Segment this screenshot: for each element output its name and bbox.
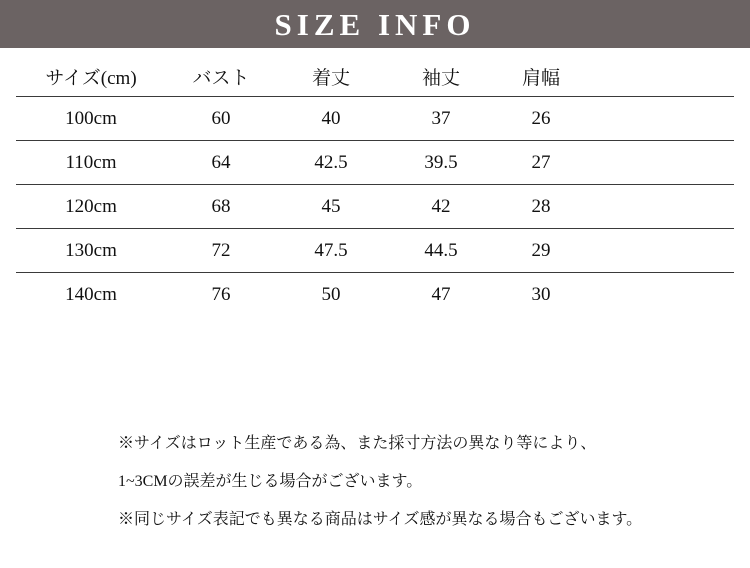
notes-section (0, 425, 750, 539)
column-header-sleeve: 袖丈 (386, 56, 496, 97)
cell-empty (586, 185, 734, 229)
cell-empty (586, 141, 734, 185)
cell-shoulder: 28 (531, 195, 551, 217)
cell-size: 120cm (65, 195, 117, 217)
table-row (16, 185, 734, 229)
cell-sleeve: 42 (431, 195, 451, 217)
column-header-length: 着丈 (276, 56, 386, 97)
column-header-size: サイズ(cm) (16, 56, 166, 97)
cell-length: 50 (321, 283, 341, 305)
size-table (16, 56, 734, 316)
cell-shoulder: 27 (531, 151, 551, 173)
cell-sleeve: 47 (431, 283, 451, 305)
cell-sleeve: 37 (431, 107, 451, 129)
cell-bust: 72 (211, 239, 231, 261)
cell-length: 40 (321, 107, 341, 129)
cell-sleeve: 39.5 (424, 151, 458, 173)
cell-bust: 76 (211, 283, 231, 305)
table-row (16, 273, 734, 317)
cell-length: 42.5 (314, 151, 348, 173)
table-body (16, 97, 734, 317)
cell-empty (586, 273, 734, 317)
header-bar (0, 0, 750, 48)
cell-size: 130cm (65, 239, 117, 261)
cell-empty (586, 97, 734, 141)
cell-size: 100cm (65, 107, 117, 129)
table-row (16, 97, 734, 141)
table-row (16, 141, 734, 185)
cell-shoulder: 29 (531, 239, 551, 261)
table-header (16, 56, 734, 97)
cell-size: 110cm (65, 151, 117, 173)
cell-shoulder: 26 (531, 107, 551, 129)
column-header-empty (586, 56, 734, 97)
cell-sleeve: 44.5 (424, 239, 458, 261)
size-table-container (0, 56, 750, 316)
note-line-2: 1~3CMの誤差が生じる場合がございます。 (118, 473, 423, 490)
table-header-row (16, 56, 734, 97)
cell-bust: 64 (211, 151, 231, 173)
cell-shoulder: 30 (531, 283, 551, 305)
column-header-bust: バスト (166, 56, 276, 97)
cell-length: 45 (321, 195, 341, 217)
cell-length: 47.5 (314, 239, 348, 261)
cell-bust: 68 (211, 195, 231, 217)
cell-size: 140cm (65, 283, 117, 305)
note-line-1: ※サイズはロット生産である為、また採寸方法の異なり等により、 (118, 435, 597, 452)
cell-empty (586, 229, 734, 273)
table-row (16, 229, 734, 273)
cell-bust: 60 (211, 107, 231, 129)
column-header-shoulder: 肩幅 (496, 56, 586, 97)
page-title: SIZE INFO (274, 6, 476, 42)
note-line-3: ※同じサイズ表記でも異なる商品はサイズ感が異なる場合もございます。 (118, 511, 643, 528)
